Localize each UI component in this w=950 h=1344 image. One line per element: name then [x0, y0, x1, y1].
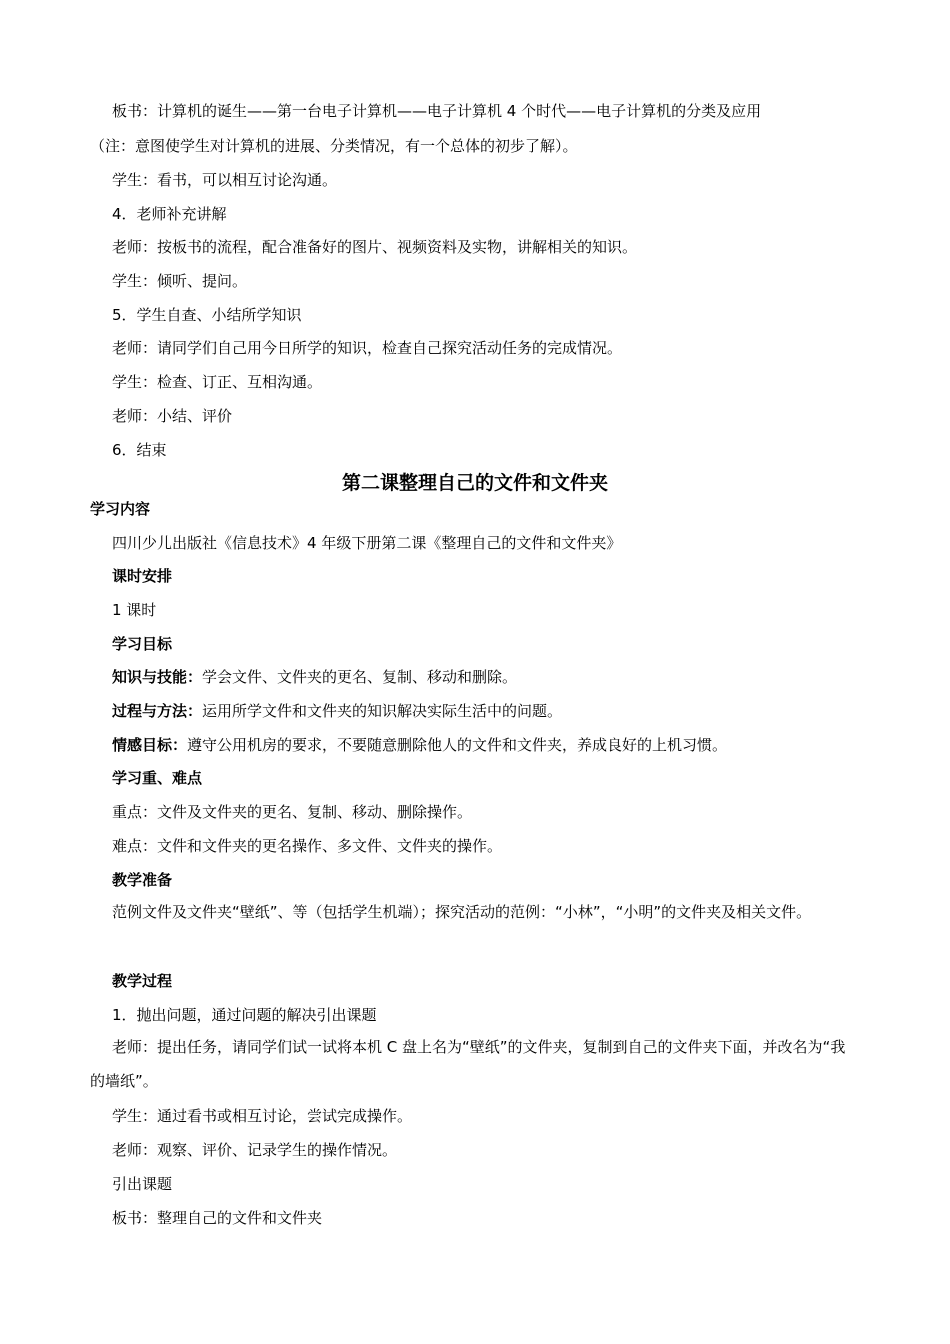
paragraph-introduce-topic: 引出课题: [112, 1175, 173, 1193]
goal-process-label: 过程与方法：: [112, 702, 203, 720]
paragraph-students-try: 学生：通过看书或相互讨论，尝试完成操作。: [112, 1107, 413, 1125]
goal-knowledge-label: 知识与技能：: [112, 668, 203, 686]
paragraph-teacher-explain: 老师：按板书的流程，配合准备好的图片、视频资料及实物，讲解相关的知识。: [112, 238, 638, 256]
paragraph-students-listen: 学生：倾听、提问。: [112, 272, 248, 290]
paragraph-teacher-observe: 老师：观察、评价、记录学生的操作情况。: [112, 1141, 398, 1159]
goal-knowledge-text: 学会文件、文件夹的更名、复制、移动和删除。: [202, 668, 518, 686]
paragraph-task: 老师：提出任务，请同学们试一试将本机 C 盘上名为“壁纸”的文件夹，复制到自己的文件夹下面，并改名为“我的墙纸”。: [90, 1038, 846, 1090]
heading-schedule: 课时安排: [112, 567, 173, 585]
heading-learning-content: 学习内容: [90, 500, 151, 518]
goal-emotion: [112, 735, 860, 755]
paragraph-board-topic: 板书：整理自己的文件和文件夹: [112, 1209, 323, 1227]
paragraph-students-check: 学生：检查、订正、互相沟通。: [112, 373, 323, 391]
paragraph-teacher-check: 老师：请同学们自己用今日所学的知识，检查自己探究活动任务的完成情况。: [112, 339, 623, 357]
paragraph-textbook: 四川少儿出版社《信息技术》4 年级下册第二课《整理自己的文件和文件夹》: [112, 534, 622, 552]
heading-goals: 学习目标: [112, 635, 173, 653]
goal-process-text: 运用所学文件和文件夹的知识解决实际生活中的问题。: [202, 702, 563, 720]
paragraph-note: （注：意图使学生对计算机的进展、分类情况，有一个总体的初步了解）。: [90, 137, 578, 155]
paragraph-preparation: 范例文件及文件夹“壁纸”、等（包括学生机端）；探究活动的范例：“小林”，“小明”的文件夹及相关文件。: [112, 903, 812, 921]
step-1-heading: 1．抛出问题，通过问题的解决引出课题: [112, 1006, 377, 1024]
step-4-heading: 4．老师补充讲解: [112, 205, 227, 223]
goal-emotion-label: 情感目标：: [112, 736, 188, 754]
paragraph-board-notes: 板书：计算机的诞生——第一台电子计算机——电子计算机 4 个时代——电子计算机的分类及应用: [112, 102, 762, 120]
goal-emotion-text: 遵守公用机房的要求，不要随意删除他人的文件和文件夹，养成良好的上机习惯。: [187, 736, 728, 754]
heading-process: 教学过程: [112, 972, 173, 990]
paragraph-difficult-point: 难点：文件和文件夹的更名操作、多文件、文件夹的操作。: [112, 837, 503, 855]
step-6-heading: 6．结束: [112, 441, 167, 459]
goal-knowledge: [112, 667, 860, 687]
paragraph-hours: 1 课时: [112, 601, 157, 619]
paragraph-teacher-summary: 老师：小结、评价: [112, 407, 233, 425]
heading-key-points: 学习重、难点: [112, 769, 203, 787]
heading-preparation: 教学准备: [112, 871, 173, 889]
goal-process: [112, 701, 860, 721]
step-5-heading: 5．学生自查、小结所学知识: [112, 306, 302, 324]
paragraph-students-read: 学生：看书，可以相互讨论沟通。: [112, 171, 338, 189]
lesson-title: 第二课整理自己的文件和文件夹: [341, 472, 608, 494]
paragraph-key-point: 重点：文件及文件夹的更名、复制、移动、删除操作。: [112, 803, 473, 821]
